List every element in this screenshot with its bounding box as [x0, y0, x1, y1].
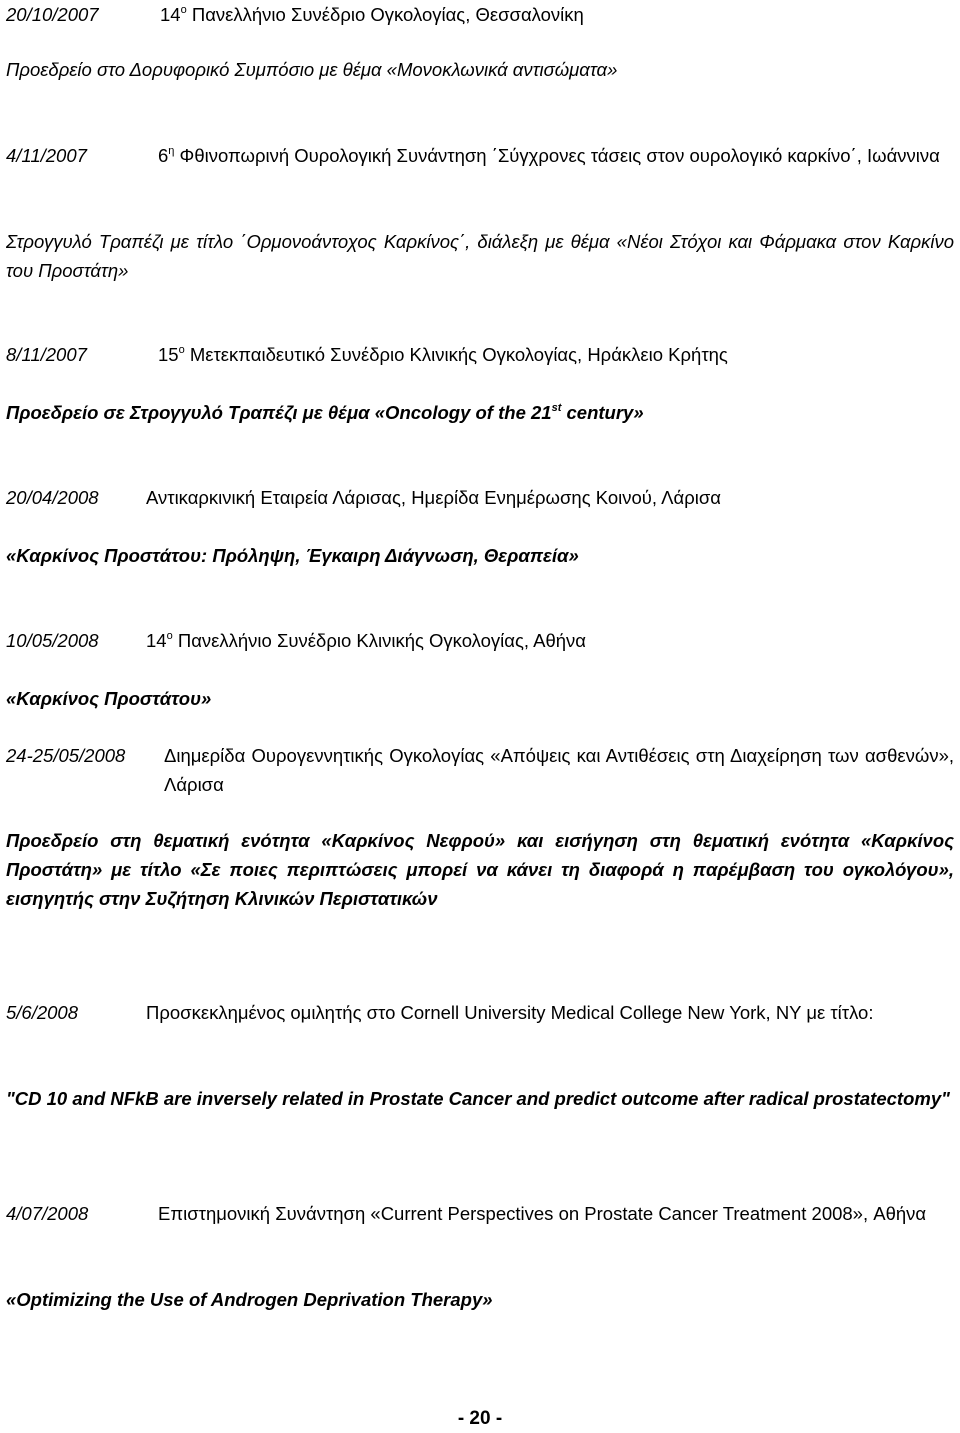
entry-date: 20/04/2008 — [6, 487, 99, 508]
entry-title: 14$^o$ Πανελλήνιο Συνέδριο Κλινικής Ογκολογίας, Αθήνα — [146, 630, 586, 651]
entry-note: «Optimizing the Use of Androgen Deprivation Therapy» — [6, 1289, 493, 1310]
entry-title: Διημερίδα Ουρογεννητικής Ογκολογίας «Απόψεις και Αντιθέσεις στη Διαχείρηση των ασθενών», Λάρισα — [164, 745, 954, 795]
entry-date: 20/10/2007 — [6, 4, 99, 25]
entry-header — [6, 141, 954, 170]
entry-header — [6, 998, 954, 1027]
entry-note: «Καρκίνος Προστάτου» — [6, 688, 212, 709]
entry-header — [6, 741, 954, 799]
entry-note: Προεδρείο στο Δορυφορικό Συμπόσιο με θέμα «Μονοκλωνικά αντισώματα» — [6, 59, 618, 80]
entry-note: "CD 10 and NFkB are inversely related in Prostate Cancer and predict outcome after radical prostatectomy" — [6, 1088, 950, 1109]
entry-note: «Καρκίνος Προστάτου: Πρόληψη, Έγκαιρη Διάγνωση, Θεραπεία» — [6, 545, 579, 566]
entry-note: Προεδρείο σε Στρογγυλό Τραπέζι με θέμα «Oncology of the 21st century» — [6, 402, 644, 423]
entry-date: 8/11/2007 — [6, 344, 87, 365]
entry-title: 15$^o$ Μετεκπαιδευτικό Συνέδριο Κλινικής Ογκολογίας, Ηράκλειο Κρήτης — [158, 344, 728, 365]
entry-header — [6, 340, 954, 369]
entry-date: 4/11/2007 — [6, 145, 87, 166]
entry-title: Επιστημονική Συνάντηση «Current Perspectives on Prostate Cancer Treatment 2008», Αθήνα — [158, 1203, 927, 1224]
entry-header — [6, 0, 954, 29]
entry-date: 24-25/05/2008 — [6, 745, 126, 766]
entry-title: 14$^o$ Πανελλήνιο Συνέδριο Ογκολογίας, Θεσσαλονίκη — [160, 4, 584, 25]
entry-date: 4/07/2008 — [6, 1203, 89, 1224]
entry-note: Προεδρείο στη θεματική ενότητα «Καρκίνος Νεφρού» και εισήγηση στη θεματική ενότητα «Καρκίνος Προστάτη» με τίτλο «Σε ποιες περιπτώσεις μπορεί να κάνει τη διαφορά η παρέμβαση του ογκολόγου», εισηγητής στην Συζήτηση Κλινικών Περιστατικών — [6, 830, 954, 909]
entry-header — [6, 483, 954, 512]
entry-date: 10/05/2008 — [6, 630, 99, 651]
entry-header — [6, 1199, 954, 1228]
entry-date: 5/6/2008 — [6, 1002, 79, 1023]
entry-header — [6, 626, 954, 655]
entry-title: Προσκεκλημένος ομιλητής στο Cornell University Medical College New York, NY με τίτλο: — [146, 1002, 874, 1023]
entry-title: Αντικαρκινική Εταιρεία Λάρισας, Ημερίδα Ενημέρωσης Κοινού, Λάρισα — [146, 487, 721, 508]
entry-note: Στρογγυλό Τραπέζι με τίτλο ΄Ορμονοάντοχος Καρκίνος΄, διάλεξη με θέμα «Νέοι Στόχοι και Φάρμακα στον Καρκίνο του Προστάτη» — [6, 231, 954, 281]
entry-title: $6^\eta$ Φθινοπωρινή Ουρολογική Συνάντηση ΄Σύγχρονες τάσεις στον ουρολογικό καρκίνο΄, Ιωάννινα — [158, 145, 940, 166]
page-number: - 20 - — [457, 1408, 503, 1429]
